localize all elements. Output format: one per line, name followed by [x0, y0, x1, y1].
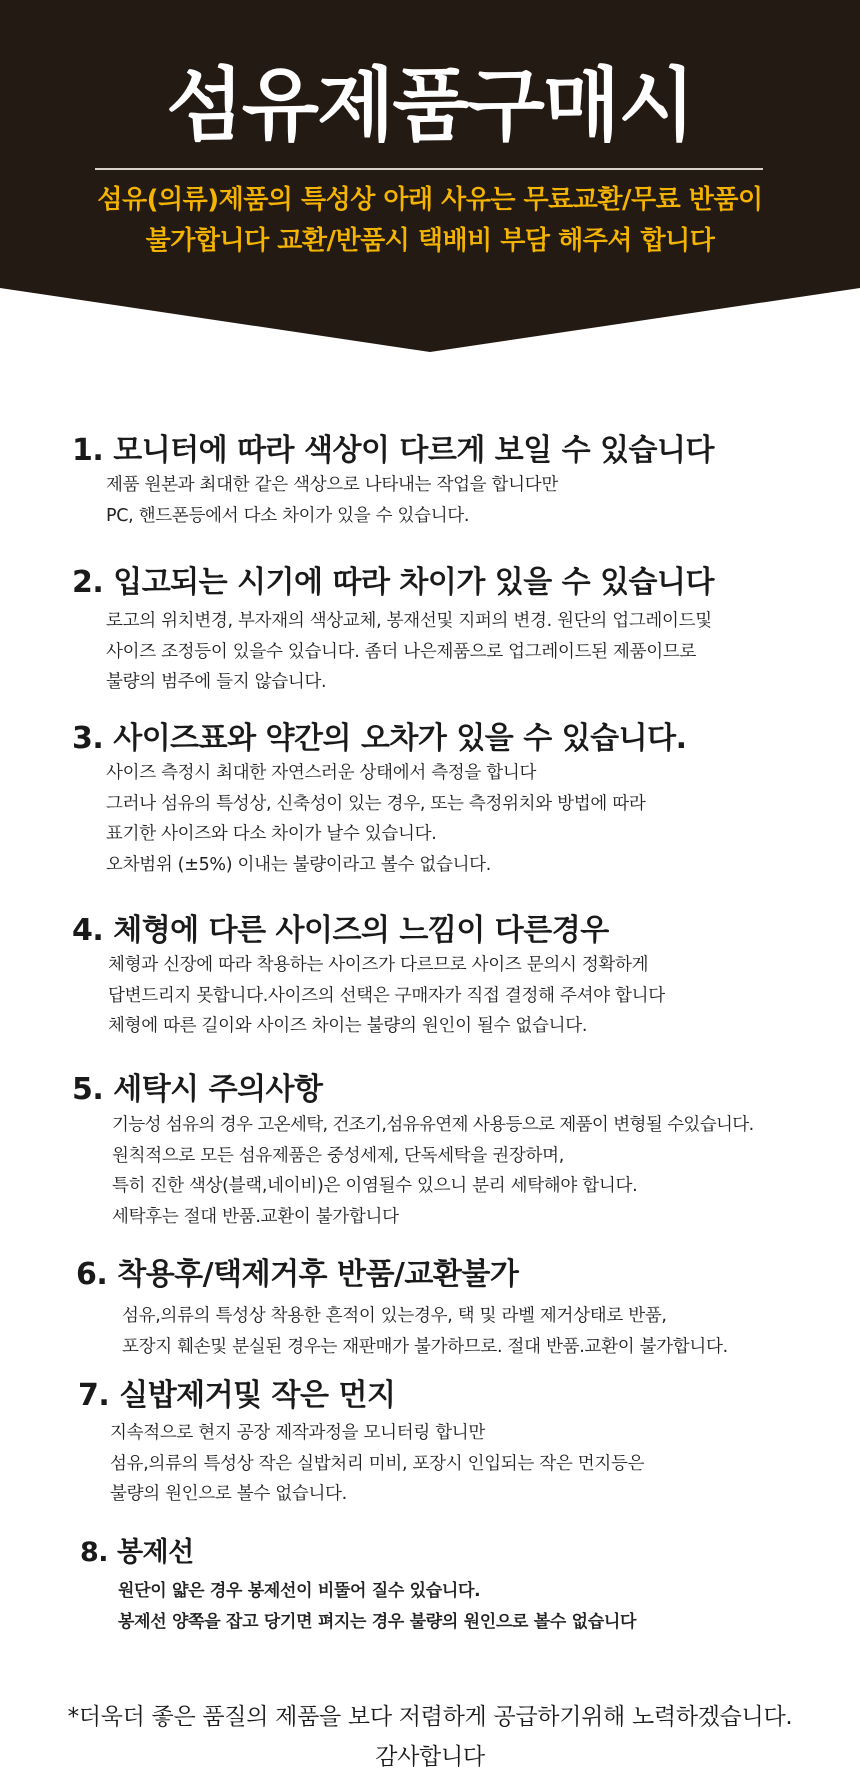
subtitle-line-1: 섬유(의류)제품의 특성상 아래 사유는 무료교환/무료 반품이 — [97, 185, 763, 215]
body-line: 답변드리지 못합니다.사이즈의 선택은 구매자가 직접 결정해 주셔야 합니다 — [108, 985, 665, 1006]
body-line: 섬유,의류의 특성상 작은 실밥처리 미비, 포장시 인입되는 작은 먼지등은 — [110, 1453, 645, 1474]
section-heading: 3. 사이즈표와 약간의 오차가 있을 수 있습니다. — [72, 721, 687, 756]
notice-section-5 — [0, 1070, 860, 1232]
closing-line-2: 감사합니다 — [375, 1744, 485, 1770]
body-line: 사이즈 조정등이 있을수 있습니다. 좀더 나은제품으로 업그레이드된 제품이므로 — [106, 641, 697, 662]
notice-section-6 — [0, 1255, 860, 1362]
notice-section-7 — [0, 1376, 860, 1510]
body-line: 사이즈 측정시 최대한 자연스러운 상태에서 측정을 합니다 — [106, 763, 537, 783]
body-line: PC, 핸드폰등에서 다소 차이가 있을 수 있습니다. — [106, 505, 470, 526]
section-body — [110, 1418, 860, 1510]
section-body — [122, 1301, 860, 1362]
page-title: 섬유제품구매시 — [166, 59, 694, 152]
body-line: 원단이 얇은 경우 봉제선이 비뚤어 질수 있습니다. — [118, 1581, 481, 1601]
section-body — [106, 606, 860, 698]
body-line: 섬유,의류의 특성상 착용한 흔적이 있는경우, 택 및 라벨 제거상태로 반품, — [122, 1306, 667, 1326]
section-body — [118, 1576, 860, 1637]
body-line: 포장지 훼손및 분실된 경우는 재판매가 불가하므로. 절대 반품.교환이 불가합니다. — [122, 1336, 728, 1357]
body-line: 봉제선 양쪽을 잡고 당기면 펴지는 경우 불량의 원인으로 볼수 없습니다 — [118, 1611, 637, 1632]
body-line: 체형에 따른 길이와 사이즈 차이는 불량의 원인이 될수 없습니다. — [108, 1016, 588, 1036]
body-line: 불량의 범주에 들지 않습니다. — [106, 672, 327, 692]
subtitle-line-2: 불가합니다 교환/반품시 택배비 부담 해주셔 합니다 — [145, 226, 715, 256]
body-line: 기능성 섬유의 경우 고온세탁, 건조기,섬유유연제 사용등으로 제품이 변형될 수있습니다. — [112, 1115, 754, 1135]
notice-section-2 — [0, 563, 860, 698]
section-heading: 6. 착용후/택제거후 반품/교환불가 — [76, 1257, 519, 1292]
section-body — [106, 758, 860, 880]
body-line: 제품 원본과 최대한 같은 색상으로 나타내는 작업을 합니다만 — [106, 475, 558, 495]
body-line: 원칙적으로 모든 섬유제품은 중성세제, 단독세탁을 권장하며, — [112, 1145, 564, 1166]
closing-line-1: *더욱더 좋은 품질의 제품을 보다 저렴하게 공급하기위해 노력하겠습니다. — [67, 1704, 793, 1730]
body-line: 체형과 신장에 따라 착용하는 사이즈가 다르므로 사이즈 문의시 정확하게 — [108, 955, 649, 975]
header-banner — [0, 0, 860, 360]
section-body — [112, 1110, 860, 1232]
section-heading: 5. 세탁시 주의사항 — [72, 1072, 323, 1107]
body-line: 그러나 섬유의 특성상, 신축성이 있는 경우, 또는 측정위치와 방법에 따라 — [106, 793, 646, 814]
body-line: 불량의 원인으로 볼수 없습니다. — [110, 1484, 347, 1504]
header-subtitle — [0, 180, 860, 262]
section-heading: 8. 봉제선 — [80, 1537, 194, 1568]
section-body — [106, 470, 860, 531]
body-line: 오차범위 (±5%) 이내는 불량이라고 볼수 없습니다. — [106, 854, 492, 875]
body-line: 지속적으로 현지 공장 제작과정을 모니터링 합니만 — [110, 1423, 486, 1443]
section-heading: 7. 실밥제거및 작은 먼지 — [78, 1378, 396, 1413]
closing-message — [0, 1697, 860, 1777]
notice-section-1 — [0, 431, 860, 531]
section-body — [108, 950, 860, 1042]
body-line: 특히 진한 색상(블랙,네이비)은 이염될수 있으니 분리 세탁해야 합니다. — [112, 1176, 638, 1196]
notice-section-3 — [0, 719, 860, 880]
section-heading: 4. 체형에 다른 사이즈의 느낌이 다른경우 — [72, 913, 609, 948]
body-line: 표기한 사이즈와 다소 차이가 날수 있습니다. — [106, 824, 437, 844]
notice-section-4 — [0, 911, 860, 1042]
section-heading: 2. 입고되는 시기에 따라 차이가 있을 수 있습니다 — [72, 565, 715, 600]
body-line: 세탁후는 절대 반품.교환이 불가합니다 — [112, 1206, 399, 1227]
notice-section-8 — [0, 1533, 860, 1637]
body-line: 로고의 위치변경, 부자재의 색상교체, 봉재선및 지퍼의 변경. 원단의 업그레이드및 — [106, 611, 712, 631]
title-divider — [95, 168, 763, 170]
section-heading: 1. 모니터에 따라 색상이 다르게 보일 수 있습니다 — [72, 433, 715, 468]
